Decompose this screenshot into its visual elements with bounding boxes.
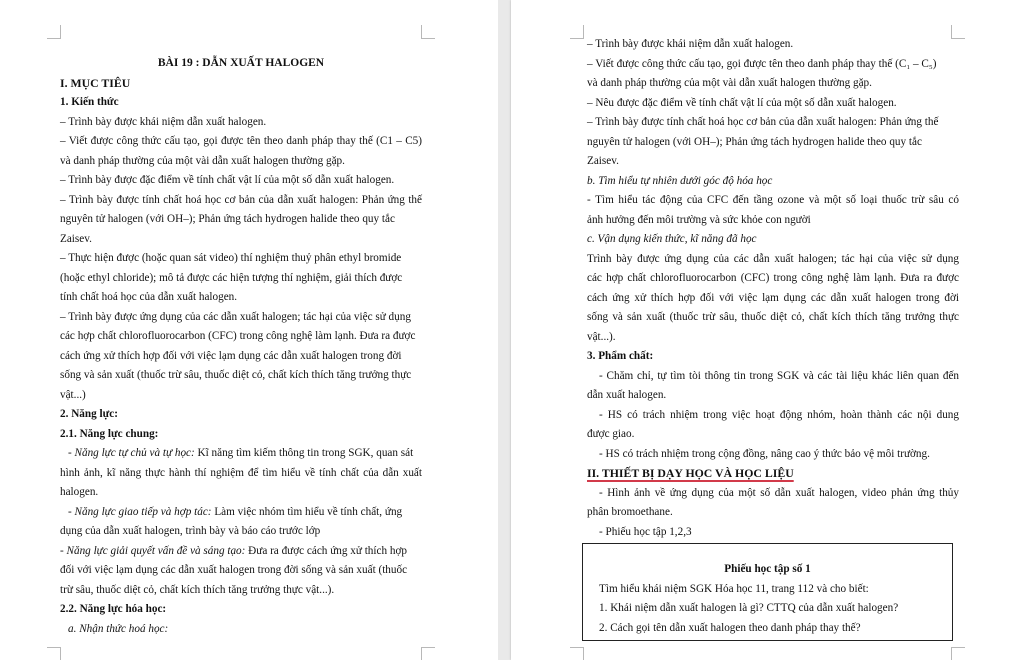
worksheet-line: 1. Khái niệm dẫn xuất halogen là gì? CTTQ của dẫn xuất halogen? bbox=[599, 602, 899, 614]
text-line: cách ứng xử thích hợp đối với việc lạm dụng các dẫn xuất halogen trong đời bbox=[60, 349, 402, 362]
margin-corner-mark bbox=[47, 647, 61, 660]
competency-text: Làm việc nhóm tìm hiểu về tính chất, ứng bbox=[211, 505, 403, 518]
text-line: ảnh hưởng đến môi trường và sức khỏe con người bbox=[587, 213, 811, 226]
section-heading-text: II. THIẾT BỊ DẠY HỌC VÀ HỌC LIỆU bbox=[587, 466, 794, 480]
text-line: nguyên tử halogen (với OH–); Phản ứng tách hydrogen halide theo quy tắc bbox=[587, 135, 922, 148]
text-line: sống và sản xuất (thuốc trừ sâu, thuốc diệt cỏ, chất kích thích tăng trưởng thực bbox=[587, 311, 959, 323]
text-line: cách ứng xử thích hợp đối với việc lạm dụng các dẫn xuất halogen trong đời bbox=[587, 291, 959, 304]
lesson-title: BÀI 19 : DẪN XUẤT HALOGEN bbox=[157, 57, 325, 69]
worksheet-line: 2. Cách gọi tên dẫn xuất halogen theo danh pháp thay thế? bbox=[599, 621, 861, 634]
margin-corner-mark bbox=[570, 647, 584, 660]
subsection-heading: 3. Phẩm chất: bbox=[587, 350, 654, 362]
text-line: – Viết được công thức cấu tạo, gọi được tên theo danh pháp thay thế (C₁ – C₅) bbox=[587, 57, 937, 70]
text-line: và danh pháp thường của một vài dẫn xuất halogen thường gặp. bbox=[60, 154, 345, 167]
text-line: Trình bày được ứng dụng của các dẫn xuất halogen; tác hại của việc sử dụng bbox=[587, 252, 959, 265]
text-line: - HS có trách nhiệm trong cộng đồng, nâng cao ý thức bảo vệ môi trường. bbox=[599, 447, 930, 460]
text-line: – Trình bày được tính chất hoá học cơ bản của dẫn xuất halogen: Phản ứng thế bbox=[60, 193, 422, 206]
page-body[interactable] bbox=[587, 35, 959, 542]
text-line: (hoặc ethyl chloride); mô tả được các hiện tượng thí nghiệm, giải thích được bbox=[60, 271, 403, 284]
text-line: – Nêu được đặc điểm về tính chất vật lí của một số dẫn xuất halogen. bbox=[587, 96, 897, 109]
text-line: đối với việc lạm dụng các dẫn xuất halogen trong đời sống và sản xuất (thuốc bbox=[60, 564, 408, 576]
text-line: – Trình bày được ứng dụng của các dẫn xuất halogen; tác hại của việc sử dụng bbox=[60, 310, 411, 323]
subsection-heading: c. Vận dụng kiến thức, kĩ năng đã học bbox=[587, 233, 757, 245]
competency-text: Kĩ năng tìm kiếm thông tin trong SGK, quan sát bbox=[194, 447, 414, 459]
text-line: - HS có trách nhiệm trong việc hoạt động nhóm, hoàn thành các nội dung bbox=[599, 408, 959, 421]
text-line: phân bromoethane. bbox=[587, 506, 673, 518]
text-line: vật...). bbox=[587, 330, 616, 343]
text-line: các hợp chất chlorofluorocarbon (CFC) trong công nghệ làm lạnh. Đưa ra được bbox=[60, 330, 416, 342]
competency-text: Đưa ra được cách ứng xử thích hợp bbox=[245, 544, 407, 557]
text-line: và danh pháp thường của một vài dẫn xuất halogen thường gặp. bbox=[587, 77, 872, 89]
text-line: – Trình bày được tính chất hoá học cơ bản của dẫn xuất halogen: Phản ứng thế bbox=[587, 116, 939, 128]
text-line: - Năng lực giao tiếp và hợp tác: Làm việc nhóm tìm hiểu về tính chất, ứng bbox=[68, 505, 403, 518]
text-line: – Trình bày được khái niệm dẫn xuất halogen. bbox=[60, 115, 267, 128]
subsection-heading: 1. Kiến thức bbox=[60, 96, 119, 108]
text-line: - Tìm hiểu tác động của CFC đến tầng ozone và một số loại thuốc trừ sâu có bbox=[587, 194, 959, 206]
document-page-left bbox=[0, 0, 498, 660]
worksheet-line: Tìm hiểu khái niệm SGK Hóa học 11, trang 112 và cho biết: bbox=[599, 582, 869, 595]
text-line: - Phiếu học tập 1,2,3 bbox=[599, 525, 692, 538]
margin-corner-mark bbox=[421, 647, 435, 660]
margin-corner-mark bbox=[951, 647, 965, 660]
document-page-right bbox=[511, 0, 1020, 660]
text-line: - Hình ảnh về ứng dụng của một số dẫn xuất halogen, video phản ứng thủy bbox=[599, 486, 959, 499]
text-line: halogen. bbox=[60, 486, 99, 498]
section-heading bbox=[587, 464, 959, 484]
text-line: sống và sản xuất (thuốc trừ sâu, thuốc diệt cỏ, chất kích thích tăng trưởng thực bbox=[60, 369, 412, 381]
text-line: - Chăm chỉ, tự tìm tòi thông tin trong SGK và các tài liệu khác liên quan đến bbox=[599, 369, 959, 382]
subsection-heading: b. Tìm hiểu tự nhiên dưới góc độ hóa học bbox=[587, 174, 773, 187]
text-line: hình ảnh, kĩ năng thực hành thí nghiệm để tìm hiểu về tính chất của dẫn xuất bbox=[60, 466, 422, 479]
section-heading: I. MỤC TIÊU bbox=[60, 75, 131, 90]
text-line: – Trình bày được khái niệm dẫn xuất halogen. bbox=[587, 38, 794, 50]
page-gap bbox=[498, 0, 511, 660]
text-line: Zaisev. bbox=[587, 155, 619, 167]
text-line: – Viết được công thức cấu tạo, gọi được tên theo danh pháp thay thế (C1 – C5) bbox=[60, 135, 422, 147]
knowledge-list bbox=[60, 113, 422, 406]
worksheet-title: Phiếu học tập số 1 bbox=[724, 563, 811, 575]
text-line: dẫn xuất halogen. bbox=[587, 389, 667, 401]
text-line: – Thực hiện được (hoặc quan sát video) thí nghiệm thuỷ phân ethyl bromide bbox=[60, 252, 402, 264]
subsection-heading: 2.2. Năng lực hóa học: bbox=[60, 603, 167, 615]
page-body[interactable] bbox=[60, 54, 422, 639]
subsection-heading: 2.1. Năng lực chung: bbox=[60, 427, 159, 440]
margin-corner-mark bbox=[47, 25, 61, 39]
text-line bbox=[60, 542, 422, 562]
competency-label: Năng lực tự chủ và tự học: bbox=[74, 447, 195, 459]
text-line: được giao. bbox=[587, 428, 635, 440]
text-line: vật...) bbox=[60, 388, 86, 401]
worksheet-box bbox=[582, 543, 953, 641]
text-line: nguyên tử halogen (với OH–); Phản ứng tách hydrogen halide theo quy tắc bbox=[60, 213, 395, 225]
text-line: các hợp chất chlorofluorocarbon (CFC) trong công nghệ làm lạnh. Đưa ra được bbox=[587, 272, 959, 284]
subsection-heading: a. Nhận thức hoá học: bbox=[68, 622, 169, 635]
subsection-heading: 2. Năng lực: bbox=[60, 408, 118, 420]
competency-label: Năng lực giao tiếp và hợp tác: bbox=[74, 505, 212, 518]
competency-label: - Năng lực giải quyết vấn đề và sáng tạo: bbox=[60, 544, 246, 557]
text-line: trừ sâu, thuốc diệt cỏ, chất kích thích tăng trưởng thực vật...). bbox=[60, 583, 335, 596]
text-line: – Trình bày được đặc điểm về tính chất vật lí của một số dẫn xuất halogen. bbox=[60, 174, 395, 186]
text-line: - Năng lực tự chủ và tự học: Kĩ năng tìm kiếm thông tin trong SGK, quan sát bbox=[68, 447, 414, 459]
margin-corner-mark bbox=[570, 25, 584, 39]
text-line: Zaisev. bbox=[60, 232, 92, 245]
text-line: dụng của dẫn xuất halogen, trình bày và báo cáo trước lớp bbox=[60, 525, 321, 537]
margin-corner-mark bbox=[421, 25, 435, 39]
text-line: tính chất hoá học của dẫn xuất halogen. bbox=[60, 291, 238, 303]
